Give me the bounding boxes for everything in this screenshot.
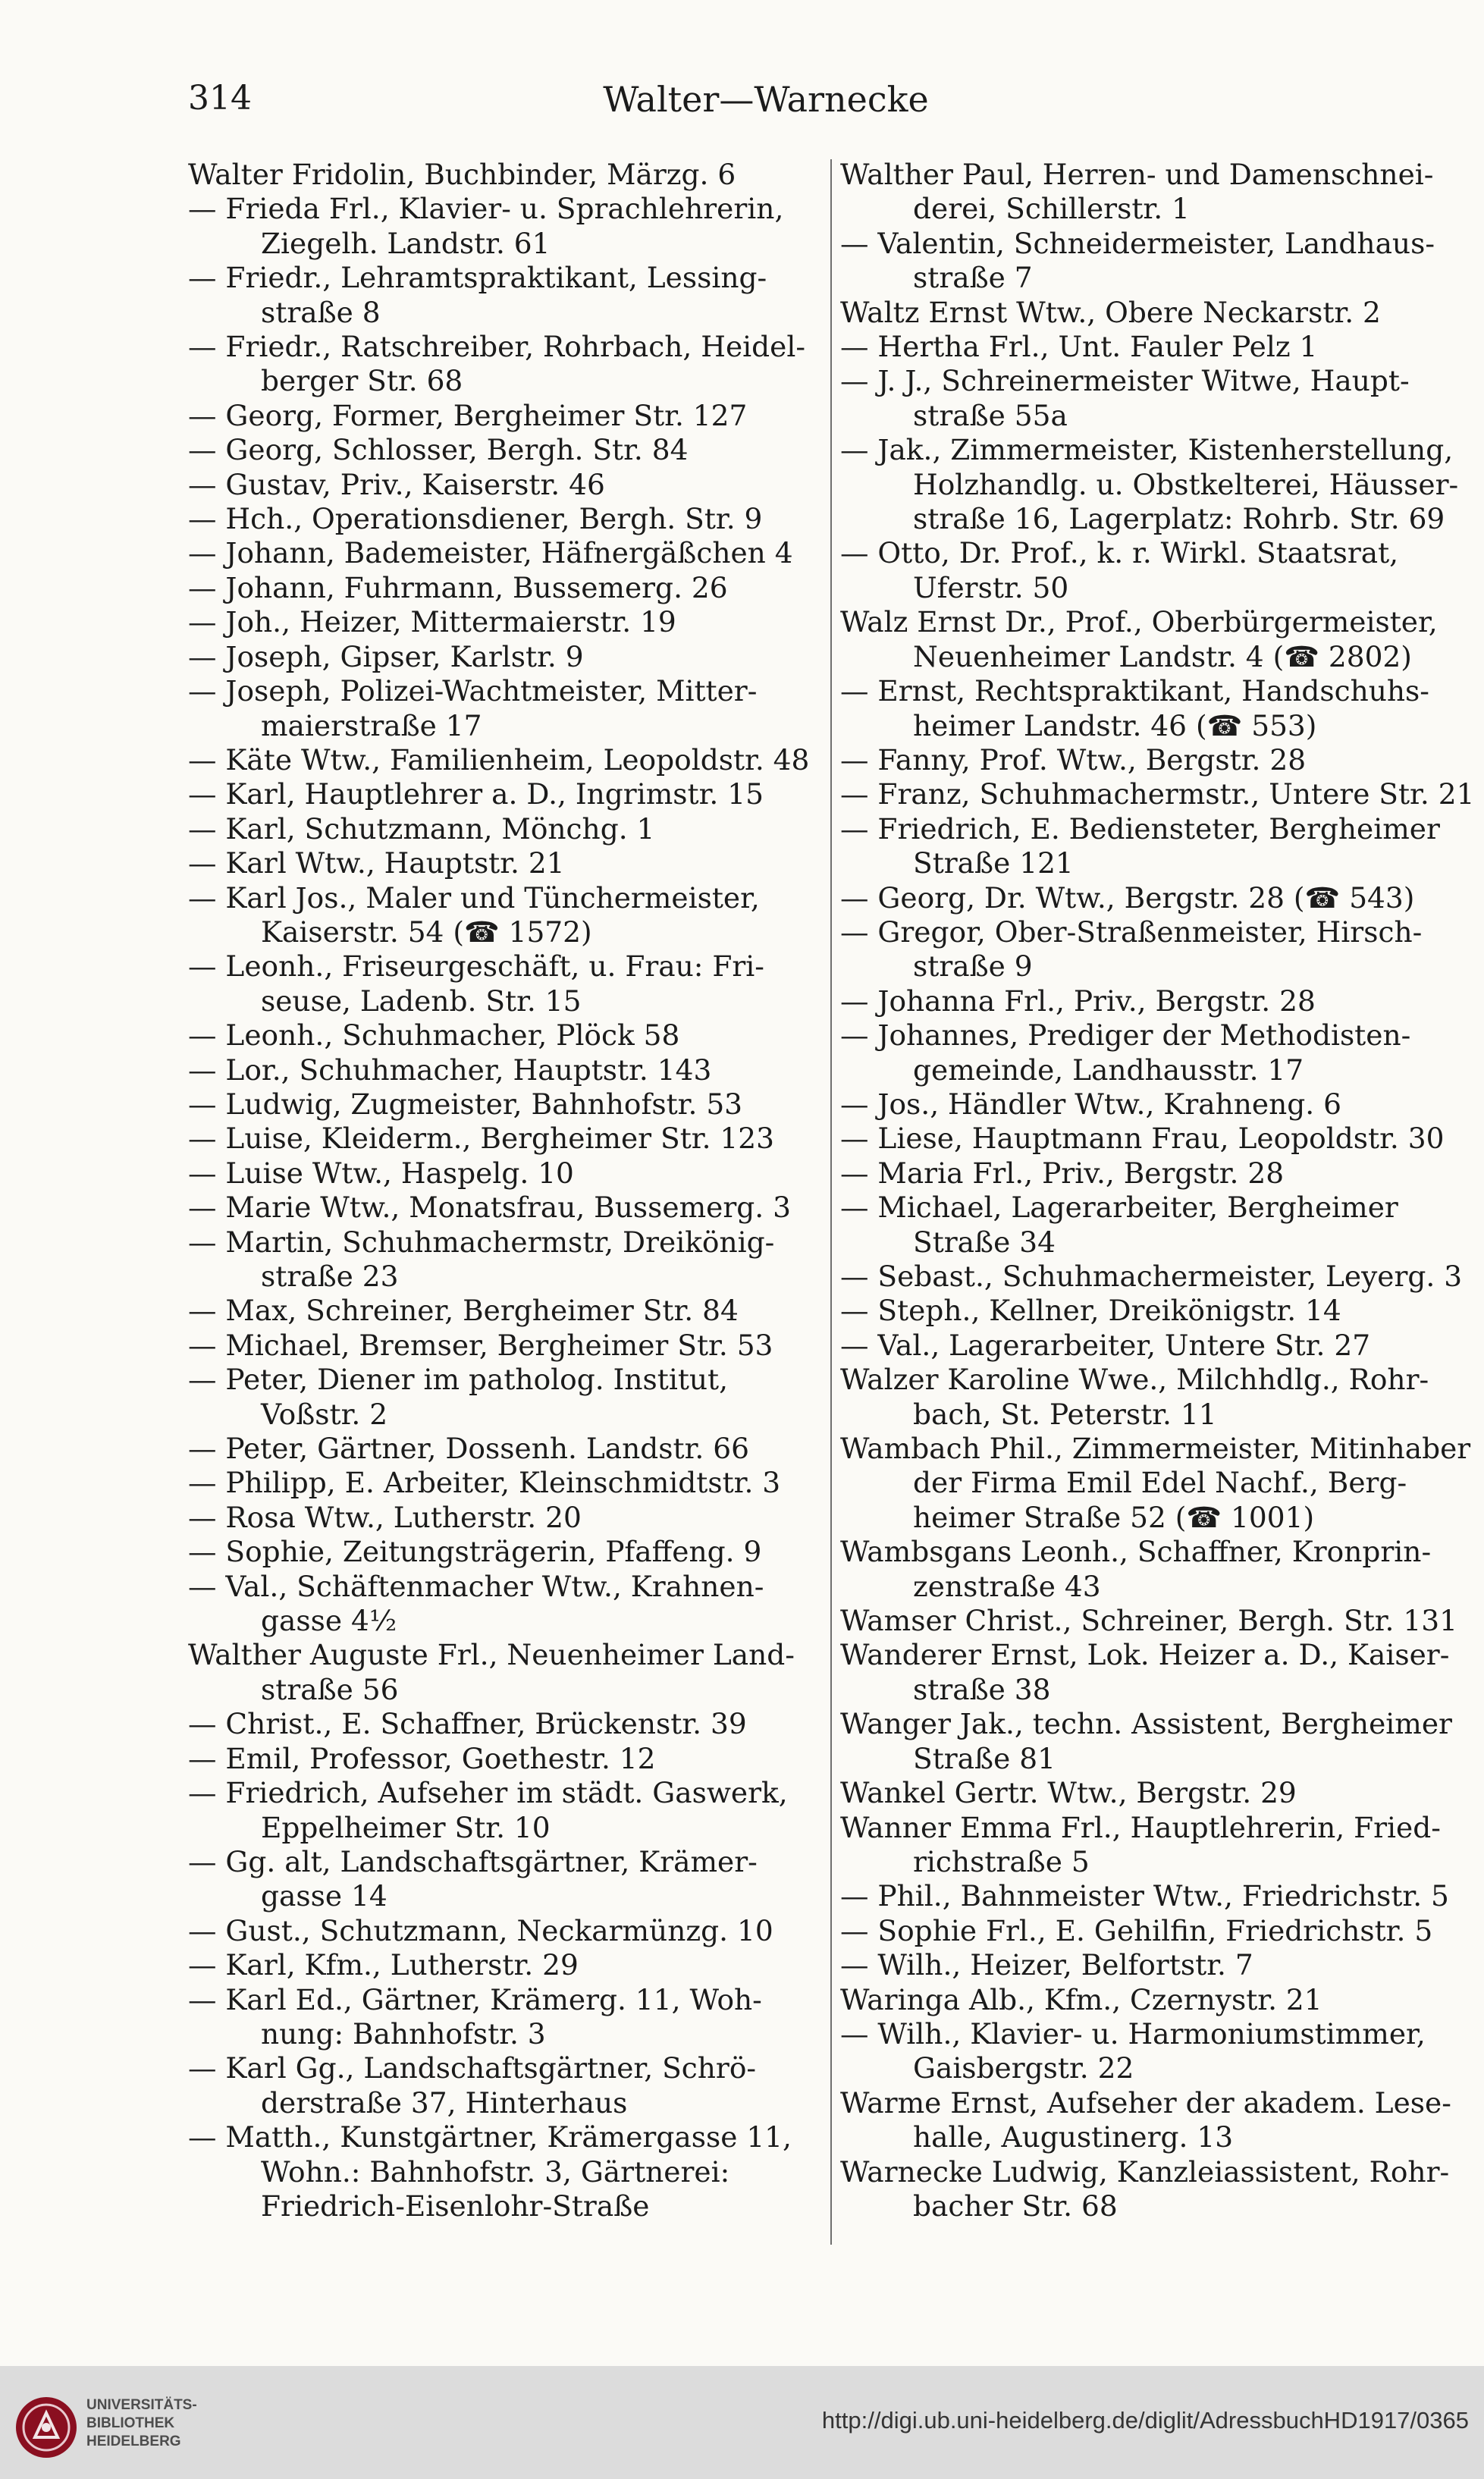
directory-entry [840, 1638, 1484, 1707]
entry-line: — Gregor, Ober-Straßenmeister, Hirsch- [840, 915, 1423, 949]
directory-entry [840, 1294, 1484, 1328]
directory-entry [840, 743, 1484, 777]
entry-line: — Liese, Hauptmann Frau, Leopoldstr. 30 [840, 1122, 1445, 1156]
entry-line: — Matth., Kunstgärtner, Krämergasse 11, [188, 2120, 792, 2154]
directory-entry [840, 1087, 1484, 1122]
source-url-link[interactable]: http://digi.ub.uni-heidelberg.de/diglit/AdressbuchHD1917/0365 [821, 2407, 1469, 2433]
directory-entry [188, 640, 827, 674]
entry-continuation-line: gasse 14 [261, 1879, 387, 1913]
entry-line: — Emil, Professor, Goethestr. 12 [188, 1741, 656, 1775]
running-head: Walter—Warnecke [603, 79, 929, 120]
directory-entry [188, 261, 827, 330]
directory-entry [188, 1638, 827, 1707]
directory-entry [188, 1570, 827, 1639]
entry-line: Wamser Christ., Schreiner, Bergh. Str. 131 [840, 1604, 1457, 1638]
entry-line: Walzer Karoline Wwe., Milchhdlg., Rohr- [840, 1363, 1429, 1397]
entry-line: Walther Auguste Frl., Neuenheimer Land- [188, 1638, 795, 1672]
directory-entry [840, 1879, 1484, 1913]
entry-line: — Joh., Heizer, Mittermaierstr. 19 [188, 605, 676, 639]
entry-continuation-line: Straße 34 [913, 1225, 1056, 1259]
entry-continuation-line: berger Str. 68 [261, 364, 463, 398]
entry-line: — Frieda Frl., Klavier- u. Sprachlehrerin, [188, 192, 784, 226]
directory-entry [188, 1776, 827, 1845]
entry-line: — Val., Schäftenmacher Wtw., Krahnen- [188, 1569, 764, 1603]
entry-continuation-line: gasse 4½ [261, 1604, 397, 1638]
entry-line: Wambsgans Leonh., Schaffner, Kronprin- [840, 1535, 1432, 1569]
directory-entry [840, 1604, 1484, 1638]
entry-line: — Fanny, Prof. Wtw., Bergstr. 28 [840, 742, 1307, 777]
entry-line: — Philipp, E. Arbeiter, Kleinschmidtstr. 3 [188, 1466, 781, 1500]
directory-entry [188, 1294, 827, 1328]
directory-entry [188, 812, 827, 846]
directory-entry [188, 1363, 827, 1432]
directory-entry [840, 330, 1484, 364]
entry-continuation-line: bacher Str. 68 [913, 2189, 1118, 2223]
entry-continuation-line: nung: Bahnhofstr. 3 [261, 2016, 546, 2051]
entry-line: — Georg, Schlosser, Bergh. Str. 84 [188, 433, 689, 467]
directory-entry [188, 1432, 827, 1466]
directory-entry [188, 1914, 827, 1948]
entry-line: — Friedr., Ratschreiber, Rohrbach, Heidel- [188, 330, 805, 364]
entry-line: — Michael, Bremser, Bergheimer Str. 53 [188, 1328, 773, 1362]
directory-entry [840, 1329, 1484, 1363]
entry-line: — Peter, Gärtner, Dossenh. Landstr. 66 [188, 1432, 749, 1466]
entry-continuation-line: Friedrich-Eisenlohr-Straße [261, 2189, 650, 2223]
entry-line: — Steph., Kellner, Dreikönigstr. 14 [840, 1294, 1341, 1328]
entry-continuation-line: der Firma Emil Edel Nachf., Berg- [913, 1466, 1407, 1500]
column-divider [830, 159, 832, 2245]
directory-entry [188, 1122, 827, 1156]
entry-line: — Karl Gg., Landschaftsgärtner, Schrö- [188, 2051, 757, 2085]
directory-entry [188, 1053, 827, 1087]
directory-entry [840, 158, 1484, 227]
directory-entry [840, 984, 1484, 1018]
entry-line: Walz Ernst Dr., Prof., Oberbürgermeister, [840, 605, 1438, 639]
entry-line: — Karl, Kfm., Lutherstr. 29 [188, 1948, 579, 1982]
entry-line: — Peter, Diener im patholog. Institut, [188, 1363, 729, 1397]
entry-continuation-line: straße 23 [261, 1260, 399, 1293]
directory-entry [188, 881, 827, 950]
entry-line: — Joseph, Polizei-Wachtmeister, Mitter- [188, 674, 758, 708]
directory-entry [188, 605, 827, 639]
entry-line: Wanner Emma Frl., Hauptlehrerin, Fried- [840, 1810, 1441, 1844]
directory-entry [188, 1018, 827, 1053]
entry-line: — Jak., Zimmermeister, Kistenherstellung, [840, 433, 1454, 467]
directory-entry [840, 536, 1484, 605]
entry-continuation-line: derstraße 37, Hinterhaus [261, 2085, 628, 2120]
entry-continuation-line: straße 9 [913, 949, 1033, 984]
entry-line: — Wilh., Heizer, Belfortstr. 7 [840, 1948, 1253, 1982]
entry-line: — Käte Wtw., Familienheim, Leopoldstr. 48 [188, 742, 810, 777]
directory-entry [840, 674, 1484, 743]
directory-entry [188, 1156, 827, 1191]
directory-entry [840, 1156, 1484, 1191]
directory-entry [840, 812, 1484, 881]
entry-continuation-line: richstraße 5 [913, 1844, 1090, 1878]
entry-continuation-line: straße 38 [913, 1672, 1051, 1706]
directory-entry [188, 674, 827, 743]
entry-line: — Karl, Hauptlehrer a. D., Ingrimstr. 15 [188, 777, 764, 811]
directory-entry [840, 1707, 1484, 1776]
entry-continuation-line: straße 56 [261, 1672, 399, 1706]
entry-line: — Georg, Dr. Wtw., Bergstr. 28 (☎ 543) [840, 880, 1415, 915]
entry-line: Wanger Jak., techn. Assistent, Bergheimer [840, 1707, 1452, 1741]
entry-line: — Karl Wtw., Hauptstr. 21 [188, 846, 565, 880]
entry-continuation-line: Uferstr. 50 [913, 570, 1069, 604]
directory-entry [188, 399, 827, 433]
left-column [188, 158, 827, 2223]
entry-line: Wambach Phil., Zimmermeister, Mitinhaber [840, 1432, 1471, 1466]
entry-line: — Sophie, Zeitungsträgerin, Pfaffeng. 9 [188, 1535, 762, 1569]
entry-continuation-line: Voßstr. 2 [261, 1397, 388, 1431]
directory-entry [188, 1501, 827, 1535]
directory-entry [188, 1983, 827, 2052]
directory-entry [840, 2086, 1484, 2155]
entry-continuation-line: halle, Augustinerg. 13 [913, 2120, 1234, 2154]
entry-continuation-line: Gaisbergstr. 22 [913, 2051, 1134, 2085]
directory-entry [840, 2017, 1484, 2086]
right-column [840, 158, 1484, 2223]
directory-entry [840, 296, 1484, 330]
entry-continuation-line: Straße 121 [913, 846, 1074, 880]
directory-entry [840, 777, 1484, 811]
directory-entry [188, 1087, 827, 1122]
entry-line: — Leonh., Friseurgeschäft, u. Frau: Fri- [188, 949, 764, 984]
directory-entry [188, 1329, 827, 1363]
directory-entry [188, 1948, 827, 1982]
entry-line: — Luise, Kleiderm., Bergheimer Str. 123 [188, 1122, 774, 1156]
directory-entry [840, 1122, 1484, 1156]
entry-line: Walter Fridolin, Buchbinder, Märzg. 6 [188, 158, 736, 191]
entry-continuation-line: Holzhandlg. u. Obstkelterei, Häusser- [913, 467, 1459, 501]
entry-line: — Ludwig, Zugmeister, Bahnhofstr. 53 [188, 1087, 743, 1121]
directory-entry [840, 1432, 1484, 1535]
entry-line: — Maria Frl., Priv., Bergstr. 28 [840, 1156, 1285, 1190]
entry-line: — Karl Jos., Maler und Tünchermeister, [188, 880, 760, 915]
entry-line: — Gg. alt, Landschaftsgärtner, Krämer- [188, 1844, 758, 1878]
directory-entry [188, 1845, 827, 1914]
entry-continuation-line: straße 8 [261, 295, 381, 329]
entry-continuation-line: straße 55a [913, 398, 1068, 432]
directory-entry [188, 743, 827, 777]
logo-line: HEIDELBERG [86, 2433, 181, 2449]
directory-entry [840, 605, 1484, 674]
directory-entry [840, 915, 1484, 984]
entry-line: — Christ., E. Schaffner, Brückenstr. 39 [188, 1707, 747, 1741]
entry-continuation-line: Straße 81 [913, 1741, 1056, 1775]
entry-continuation-line: bach, St. Peterstr. 11 [913, 1397, 1217, 1431]
entry-line: — Phil., Bahnmeister Wtw., Friedrichstr. 5 [840, 1879, 1449, 1913]
entry-continuation-line: gemeinde, Landhausstr. 17 [913, 1053, 1304, 1087]
entry-line: Wanderer Ernst, Lok. Heizer a. D., Kaiser- [840, 1638, 1450, 1672]
entry-continuation-line: Kaiserstr. 54 (☎ 1572) [261, 915, 592, 949]
entry-line: — Sebast., Schuhmachermeister, Leyerg. 3 [840, 1260, 1463, 1293]
directory-entry [188, 536, 827, 570]
directory-entry [840, 227, 1484, 296]
entry-line: — Rosa Wtw., Lutherstr. 20 [188, 1500, 582, 1534]
entry-line: — Michael, Lagerarbeiter, Bergheimer [840, 1191, 1398, 1225]
entry-line: — Otto, Dr. Prof., k. r. Wirkl. Staatsrat, [840, 536, 1399, 570]
directory-entry [840, 1983, 1484, 2017]
directory-entry [188, 1707, 827, 1741]
entry-line: — J. J., Schreinermeister Witwe, Haupt- [840, 364, 1410, 398]
directory-entry [188, 777, 827, 811]
entry-continuation-line: heimer Landstr. 46 (☎ 553) [913, 708, 1317, 742]
directory-entry [188, 158, 827, 192]
entry-line: — Val., Lagerarbeiter, Untere Str. 27 [840, 1328, 1371, 1362]
directory-entry [188, 571, 827, 605]
entry-line: — Johannes, Prediger der Methodisten- [840, 1018, 1411, 1053]
entry-line: — Johanna Frl., Priv., Bergstr. 28 [840, 984, 1316, 1018]
directory-entry [840, 433, 1484, 536]
entry-line: — Joseph, Gipser, Karlstr. 9 [188, 639, 584, 673]
entry-line: — Georg, Former, Bergheimer Str. 127 [188, 398, 748, 432]
directory-entry [188, 330, 827, 399]
entry-line: Walther Paul, Herren- und Damenschnei- [840, 158, 1434, 191]
directory-entry [840, 1776, 1484, 1810]
directory-entry [188, 1742, 827, 1776]
entry-continuation-line: derei, Schillerstr. 1 [913, 192, 1190, 226]
directory-entry [188, 502, 827, 536]
directory-entry [188, 2120, 827, 2223]
directory-entry [840, 881, 1484, 915]
entry-continuation-line: straße 7 [913, 261, 1033, 295]
entry-line: — Gust., Schutzmann, Neckarmünzg. 10 [188, 1913, 773, 1947]
entry-line: — Martin, Schuhmachermstr, Dreikönig- [188, 1225, 775, 1259]
entry-continuation-line: seuse, Ladenb. Str. 15 [261, 984, 582, 1018]
entry-line: — Sophie Frl., E. Gehilfin, Friedrichstr. 5 [840, 1913, 1433, 1947]
entry-continuation-line: zenstraße 43 [913, 1569, 1101, 1603]
entry-line: — Karl, Schutzmann, Mönchg. 1 [188, 811, 655, 846]
entry-line: — Leonh., Schuhmacher, Plöck 58 [188, 1018, 680, 1053]
directory-entry [188, 2051, 827, 2120]
entry-line: Warme Ernst, Aufseher der akadem. Lese- [840, 2085, 1451, 2120]
directory-entry [188, 192, 827, 261]
university-seal-icon [12, 2393, 80, 2462]
directory-entry [188, 1535, 827, 1569]
directory-entry [188, 846, 827, 880]
directory-entry [840, 1948, 1484, 1982]
entry-continuation-line: Eppelheimer Str. 10 [261, 1810, 551, 1844]
entry-line: Warnecke Ludwig, Kanzleiassistent, Rohr- [840, 2154, 1450, 2189]
entry-line: — Friedr., Lehramtspraktikant, Lessing- [188, 261, 767, 295]
entry-line: — Hertha Frl., Unt. Fauler Pelz 1 [840, 330, 1318, 364]
entry-line: — Lor., Schuhmacher, Hauptstr. 143 [188, 1053, 712, 1087]
entry-continuation-line: maierstraße 17 [261, 708, 482, 742]
entry-line: — Marie Wtw., Monatsfrau, Bussemerg. 3 [188, 1191, 791, 1225]
entry-line: Waringa Alb., Kfm., Czernystr. 21 [840, 1982, 1322, 2016]
directory-entry [840, 1363, 1484, 1432]
directory-entry [188, 433, 827, 467]
logo-line: BIBLIOTHEK [86, 2415, 175, 2431]
entry-continuation-line: Wohn.: Bahnhofstr. 3, Gärtnerei: [261, 2154, 730, 2189]
entry-line: — Franz, Schuhmachermstr., Untere Str. 21 [840, 777, 1475, 811]
entry-line: — Hch., Operationsdiener, Bergh. Str. 9 [188, 502, 763, 536]
entry-line: — Johann, Fuhrmann, Bussemerg. 26 [188, 570, 728, 604]
entry-line: — Friedrich, Aufseher im städt. Gaswerk, [188, 1776, 788, 1810]
entry-continuation-line: Neuenheimer Landstr. 4 (☎ 2802) [913, 639, 1412, 673]
entry-line: Wankel Gertr. Wtw., Bergstr. 29 [840, 1776, 1297, 1810]
entry-continuation-line: Ziegelh. Landstr. 61 [261, 226, 551, 260]
entry-line: — Wilh., Klavier- u. Harmoniumstimmer, [840, 2016, 1426, 2051]
directory-entry [188, 1225, 827, 1294]
page-header [152, 68, 1380, 137]
directory-entry [840, 2155, 1484, 2224]
library-logo-text [86, 2396, 197, 2451]
entry-line: Waltz Ernst Wtw., Obere Neckarstr. 2 [840, 295, 1381, 329]
directory-entry [840, 1018, 1484, 1087]
directory-entry [840, 1191, 1484, 1260]
directory-entry [188, 468, 827, 502]
directory-entry [188, 949, 827, 1018]
directory-entry [840, 1535, 1484, 1604]
directory-entry [840, 1914, 1484, 1948]
directory-entry [188, 1466, 827, 1500]
directory-entry [840, 1811, 1484, 1880]
entry-continuation-line: straße 16, Lagerplatz: Rohrb. Str. 69 [913, 502, 1445, 536]
page-number: 314 [188, 79, 252, 118]
entry-line: — Ernst, Rechtspraktikant, Handschuhs- [840, 674, 1429, 708]
directory-entry [840, 1260, 1484, 1294]
directory-entry [840, 364, 1484, 433]
footer-bar [0, 2366, 1484, 2479]
entry-line: — Jos., Händler Wtw., Krahneng. 6 [840, 1087, 1341, 1121]
entry-line: — Friedrich, E. Bediensteter, Bergheimer [840, 811, 1440, 846]
logo-line: UNIVERSITÄTS- [86, 2397, 197, 2413]
entry-line: — Gustav, Priv., Kaiserstr. 46 [188, 467, 605, 501]
entry-line: — Karl Ed., Gärtner, Krämerg. 11, Woh- [188, 1982, 762, 2016]
entry-line: — Johann, Bademeister, Häfnergäßchen 4 [188, 536, 793, 570]
directory-entry [188, 1191, 827, 1225]
entry-line: — Valentin, Schneidermeister, Landhaus- [840, 226, 1435, 260]
entry-line: — Luise Wtw., Haspelg. 10 [188, 1156, 574, 1190]
entry-line: — Max, Schreiner, Bergheimer Str. 84 [188, 1294, 739, 1328]
entry-continuation-line: heimer Straße 52 (☎ 1001) [913, 1500, 1315, 1534]
